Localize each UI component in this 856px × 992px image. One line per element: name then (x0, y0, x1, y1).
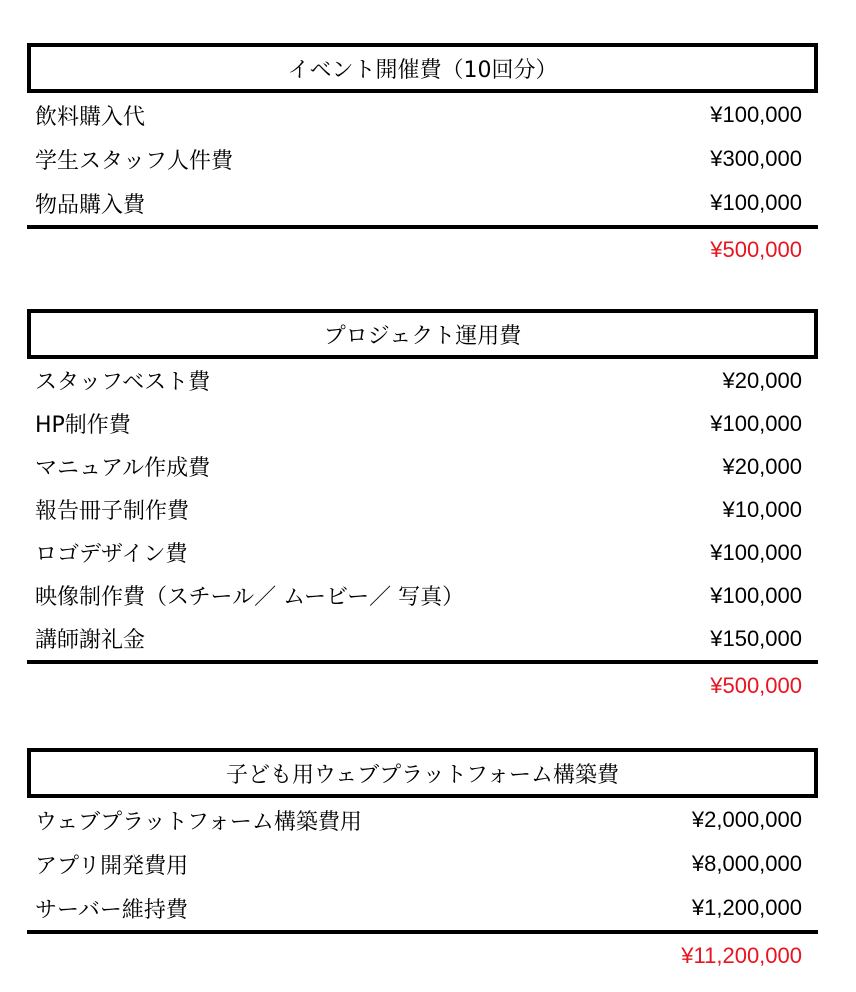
line-item-amount: ¥150,000 (710, 625, 802, 651)
line-item (27, 842, 818, 886)
line-item-label: ロゴデザイン費 (35, 542, 188, 567)
line-item-label: 講師謝礼金 (35, 628, 146, 653)
line-item-label: HP制作費 (35, 413, 131, 438)
line-item (27, 93, 818, 137)
total-amount: ¥500,000 (710, 237, 802, 262)
line-item-amount: ¥20,000 (722, 453, 802, 479)
section-total (27, 229, 818, 271)
line-item-label: 物品購入費 (35, 192, 146, 218)
line-item (27, 359, 818, 402)
line-item (27, 181, 818, 225)
line-item (27, 531, 818, 574)
line-item-amount: ¥2,000,000 (691, 807, 802, 832)
section-total (27, 934, 818, 978)
line-item-label: アプリ開発費用 (35, 853, 189, 879)
section-title: プロジェクト運用費 (27, 309, 818, 359)
budget-section-project (27, 309, 818, 708)
total-amount: ¥11,200,000 (681, 943, 802, 968)
line-item (27, 798, 818, 842)
section-total (27, 664, 818, 708)
line-item-amount: ¥300,000 (710, 146, 802, 171)
line-item-label: 映像制作費（スチール／ ムービー／ 写真） (35, 585, 465, 610)
line-item-label: マニュアル作成費 (35, 456, 211, 481)
section-title: 子ども用ウェブプラットフォーム構築費 (27, 748, 818, 798)
section-title: イベント開催費（10回分） (27, 43, 818, 93)
line-item-label: 学生スタッフ人件費 (35, 148, 234, 174)
line-item-amount: ¥100,000 (710, 410, 802, 436)
line-item (27, 574, 818, 617)
line-item-label: スタッフベスト費 (35, 370, 211, 395)
line-item-amount: ¥100,000 (710, 539, 802, 565)
line-item-amount: ¥100,000 (710, 582, 802, 608)
line-item (27, 445, 818, 488)
line-item-amount: ¥100,000 (710, 190, 802, 215)
line-item-amount: ¥10,000 (722, 496, 802, 522)
line-item-amount: ¥8,000,000 (691, 851, 802, 876)
line-item-label: 報告冊子制作費 (35, 499, 190, 524)
line-item (27, 137, 818, 181)
total-amount: ¥500,000 (710, 673, 802, 698)
line-item (27, 488, 818, 531)
line-item-amount: ¥1,200,000 (691, 895, 802, 920)
budget-section-platform (27, 748, 818, 978)
line-item-label: サーバー維持費 (35, 897, 188, 923)
line-item (27, 886, 818, 930)
line-item-label: 飲料購入代 (35, 104, 146, 130)
line-item (27, 402, 818, 445)
line-item (27, 617, 818, 660)
budget-section-event (27, 43, 818, 271)
line-item-label: ウェブプラットフォーム構築費用 (35, 809, 362, 835)
line-item-amount: ¥100,000 (710, 102, 802, 127)
line-item-amount: ¥20,000 (722, 367, 802, 393)
